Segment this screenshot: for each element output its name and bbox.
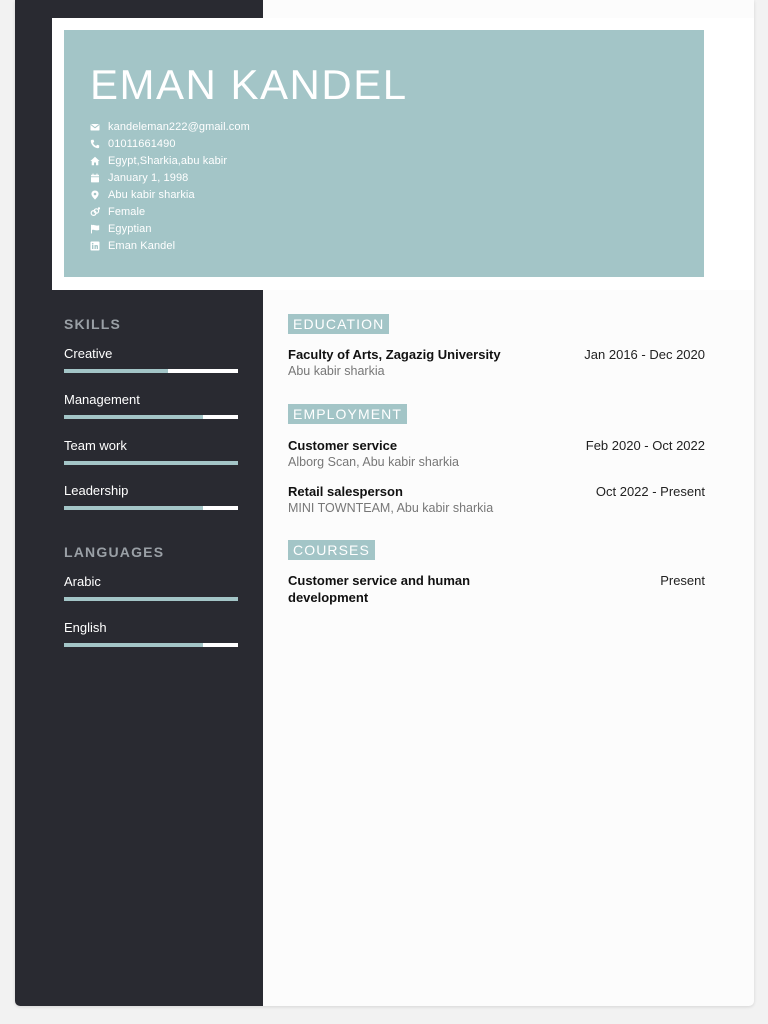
employment-entry: [288, 483, 705, 517]
skill-bar: [64, 369, 238, 373]
contact-nationality: [90, 220, 250, 237]
contact-nationality-text: Egyptian: [108, 222, 152, 235]
skill-label: Leadership: [64, 483, 129, 498]
contact-email: [90, 119, 250, 136]
employment-title: EMPLOYMENT: [288, 404, 407, 424]
skills-title: SKILLS: [64, 316, 121, 332]
skill-bar: [64, 461, 238, 465]
contact-list: [90, 119, 250, 254]
skill-creative: [64, 347, 238, 361]
contact-phone: [90, 136, 250, 153]
language-bar: [64, 643, 238, 647]
skill-label: Creative: [64, 346, 113, 361]
contact-address-text: Egypt,Sharkia,abu kabir: [108, 155, 228, 168]
skill-label: Team work: [64, 438, 127, 453]
courses-title: COURSES: [288, 540, 375, 560]
resume-page: [15, 0, 754, 1006]
envelope-icon: [90, 122, 100, 132]
language-bar: [64, 597, 238, 601]
calendar-icon: [90, 173, 100, 183]
flag-icon: [90, 224, 100, 234]
contact-gender: [90, 203, 250, 220]
skill-management: [64, 393, 238, 407]
skill-leadership: [64, 484, 238, 498]
language-label: English: [64, 620, 107, 635]
entry-date: Jan 2016 - Dec 2020: [584, 347, 705, 362]
home-icon: [90, 156, 100, 166]
language-english: [64, 621, 238, 635]
skill-bar: [64, 506, 238, 510]
employment-entry: [288, 437, 705, 471]
entry-role: Retail salesperson: [288, 484, 403, 499]
entry-date: Present: [660, 573, 705, 588]
education-title: EDUCATION: [288, 314, 389, 334]
skill-bar-fill: [64, 461, 238, 465]
language-label: Arabic: [64, 574, 101, 589]
contact-location: [90, 187, 250, 204]
entry-role: Customer service: [288, 438, 398, 453]
linkedin-icon: [90, 241, 100, 251]
skill-bar-fill: [64, 415, 203, 419]
full-name: EMAN KANDEL: [90, 61, 408, 108]
map-pin-icon: [90, 190, 100, 200]
contact-linkedin: [90, 237, 250, 254]
contact-phone-text[interactable]: 01011661490: [108, 138, 176, 151]
skills-section: [64, 316, 238, 498]
header: [64, 30, 704, 277]
languages-title: LANGUAGES: [64, 544, 165, 560]
gender-icon: [90, 207, 100, 217]
languages-section: [64, 544, 238, 635]
contact-linkedin-text[interactable]: Eman Kandel: [108, 239, 176, 252]
contact-gender-text: Female: [108, 205, 146, 218]
contact-birthdate-text: January 1, 1998: [108, 172, 189, 185]
language-arabic: [64, 575, 238, 589]
entry-role: Customer service and human development: [288, 573, 471, 605]
language-bar-fill: [64, 597, 238, 601]
entry-place: Abu kabir sharkia: [288, 364, 385, 378]
contact-email-text[interactable]: kandeleman222@gmail.com: [108, 121, 250, 134]
language-bar-fill: [64, 643, 203, 647]
skill-bar-fill: [64, 369, 168, 373]
skill-team-work: [64, 439, 238, 453]
education-entry: [288, 346, 705, 380]
entry-place: MINI TOWNTEAM, Abu kabir sharkia: [288, 501, 494, 515]
skill-bar-fill: [64, 506, 203, 510]
entry-place: Alborg Scan, Abu kabir sharkia: [288, 455, 459, 469]
skill-label: Management: [64, 392, 140, 407]
skill-bar: [64, 415, 238, 419]
contact-address: [90, 153, 250, 170]
contact-birthdate: [90, 170, 250, 187]
contact-location-text: Abu kabir sharkia: [108, 189, 195, 201]
entry-date: Oct 2022 - Present: [595, 484, 705, 499]
entry-role: Faculty of Arts, Zagazig University: [288, 347, 501, 362]
entry-date: Feb 2020 - Oct 2022: [585, 438, 705, 453]
course-entry: [288, 572, 705, 606]
phone-icon: [90, 139, 100, 149]
